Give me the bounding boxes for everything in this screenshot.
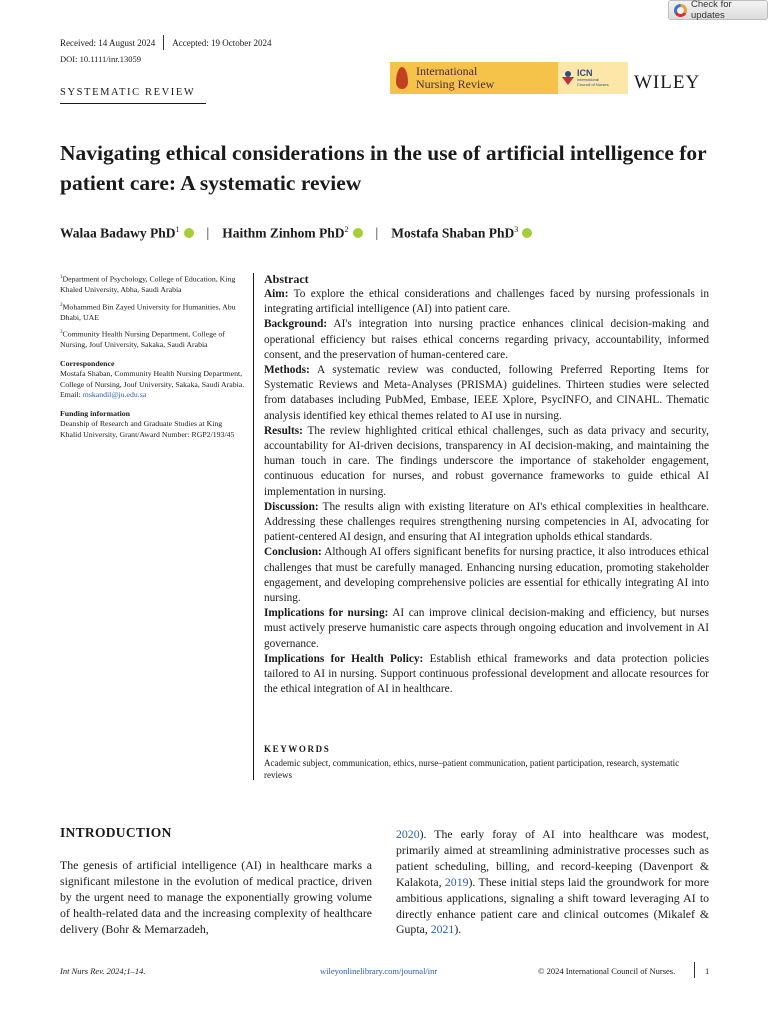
- flame-icon: [396, 67, 408, 89]
- correspondence-heading: Correspondence: [60, 358, 115, 368]
- article-dates: [60, 35, 271, 50]
- author-1[interactable]: Walaa Badawy PhD$^1$: [60, 225, 180, 241]
- icn-logo: [558, 62, 628, 94]
- orcid-icon[interactable]: [184, 228, 194, 238]
- accepted-date: Accepted: 19 October 2024: [172, 37, 272, 48]
- date-divider: [163, 35, 164, 50]
- article-info-column: [60, 273, 245, 445]
- funding-text: Deanship of Research and Graduate Studies at King Khalid University, Grant/Award Number: RGP2/193/45: [60, 419, 235, 439]
- crossmark-icon: [674, 4, 687, 17]
- email-link[interactable]: mskandil@ju.edu.sa: [82, 390, 147, 400]
- icn-name-line2: Council of Nurses: [577, 81, 609, 87]
- journal-logo: [390, 62, 558, 94]
- journal-citation: Int Nurs Rev. 2024;1–14.: [60, 966, 146, 976]
- affiliation-3: $^3$Community Health Nursing Department, College of Nursing, Jouf University, Sakaka, Saudi Arabia: [60, 329, 225, 350]
- abstract-conclusion: Conclusion: Although AI offers significant benefits for nursing practice, it also introduces ethical challenges that must be carefully managed. Enhancing nursing education, promoting stakeholder engagement, and developing comprehensive policies are essential for ethically integrating AI into nursing.: [264, 546, 709, 605]
- check-for-updates-button[interactable]: [668, 0, 768, 20]
- column-divider: [253, 273, 254, 780]
- keywords: Academic subject, communication, ethics, nurse–patient communication, patient participation, research, systematic reviews: [264, 758, 680, 780]
- journal-banner: [390, 62, 628, 94]
- abstract-heading: Abstract: [264, 272, 309, 286]
- article-title: Navigating ethical considerations in the use of artificial intelligence for patient care: A systematic review: [60, 141, 707, 195]
- abstract-discussion: Discussion: The results align with existing literature on AI's ethical complexities in healthcare. Addressing these challenges requires strengthening nursing competencies in AI, advocating for patient-centered AI design, and ensuring that AI integration upholds ethical standards.: [264, 500, 709, 544]
- affiliation-2: $^2$Mohammed Bin Zayed University for Humanities, Abu Dhabi, UAE: [60, 302, 236, 322]
- abstract-results: Results: The review highlighted critical ethical challenges, such as data privacy and security, accountability for AI-driven decisions, transparency in AI decision-making, and maintaining the human touch in care. The findings underscore the importance of stakeholder engagement, continuous education for nurses, and robust governance frameworks to guide ethical AI implementation in nursing.: [264, 424, 709, 498]
- abstract-implications-nursing: Implications for nursing: AI can improve clinical decision-making and efficiency, but nurses must actively preserve humanistic care aspects through ongoing education and involvement in AI governance.: [264, 607, 709, 650]
- orcid-icon[interactable]: [522, 228, 532, 238]
- introduction-text-left: The genesis of artificial intelligence (AI) in healthcare marks a significant milestone in the evolution of medical practice, driven by the urgent need to manage the exponentially growing volume of health-related data and the increasing complexity of healthcare delivery (Bohr & Memarzadeh,: [60, 858, 372, 936]
- doi: DOI: 10.1111/inr.13059: [60, 54, 141, 64]
- abstract-background: Background: AI's integration into nursing practice enhances clinical decision-making and operational efficiency but raises ethical concerns regarding privacy, accountability, informed consent, and the preservation of human-centered care.: [264, 318, 709, 361]
- author-2[interactable]: Haithm Zinhom PhD$^2$: [222, 225, 349, 241]
- orcid-icon[interactable]: [353, 228, 363, 238]
- affiliation-1: $^1$Department of Psychology, College of Education, King Khaled University, Abha, Saudi Arabia: [60, 274, 236, 295]
- icn-figure-icon: [562, 71, 574, 85]
- check-for-updates-label: Check for updates: [691, 0, 732, 21]
- page-number: 1: [705, 966, 710, 976]
- author-divider: |: [206, 225, 210, 241]
- citation-link[interactable]: 2021: [430, 922, 455, 937]
- author-divider: |: [375, 225, 379, 241]
- abstract-aim: Aim: To explore the ethical considerations and challenges faced by nursing professionals in integrating artificial intelligence (AI) into patient care.: [264, 288, 709, 316]
- journal-title-line1: International: [416, 64, 478, 78]
- introduction-heading: INTRODUCTION: [60, 825, 172, 840]
- journal-url-link[interactable]: wileyonlinelibrary.com/journal/inr: [320, 966, 438, 976]
- citation-link[interactable]: 2019: [444, 874, 469, 889]
- citation-link[interactable]: 2020: [396, 827, 420, 841]
- section-rule: [60, 103, 206, 104]
- abstract-implications-policy: Implications for Health Policy: Establish ethical frameworks and data protection policies tailored to AI in nursing. Support continuous professional development and allocate resources for the ethical integration of AI in healthcare.: [264, 652, 709, 696]
- icn-abbr: ICN: [577, 68, 593, 78]
- footer-divider: [694, 962, 695, 978]
- icn-name-line1: International: [577, 77, 600, 82]
- received-date: Received: 14 August 2024: [60, 37, 156, 48]
- author-list: [60, 225, 532, 242]
- abstract-methods: Methods: A systematic review was conducted, following Preferred Reporting Items for Systematic Reviews and Meta-Analyses (PRISMA) guidelines. Thirteen studies were selected from databases including PubMed, Embase, IEEE Xplore, PsycINFO, and CINAHL. Thematic analysis identified key ethical themes related to AI use in nursing.: [264, 364, 709, 422]
- abstract: [264, 271, 709, 697]
- correspondence-email: Email: mskandil@ju.edu.sa: [60, 390, 147, 400]
- funding-heading: Funding information: [60, 408, 130, 418]
- section-label: SYSTEMATIC REVIEW: [60, 87, 196, 98]
- correspondence-text: Mostafa Shaban, Community Health Nursing Department, College of Nursing, Jouf University, Sakaka, Saudi Arabia.: [60, 369, 245, 389]
- copyright: © 2024 International Council of Nurses.: [538, 966, 676, 976]
- journal-title-line2: Nursing Review: [416, 77, 495, 91]
- author-3[interactable]: Mostafa Shaban PhD$^3$: [391, 225, 519, 241]
- publisher-logo: WILEY: [634, 72, 701, 93]
- keywords-heading: KEYWORDS: [264, 744, 331, 754]
- journal-title: [416, 65, 494, 91]
- introduction-text-right: 2020). The early foray of AI into healthcare was modest, primarily aimed at streamlining administrative processes such as patient scheduling, billing, and record-keeping (Davenport & Kalakota, 2019). These initial steps laid the groundwork for more ambitious applications, signaling a shift toward leveraging AI to directly enhance patient care and clinical outcomes (Mikalef & Gupta, 2021).: [396, 827, 709, 937]
